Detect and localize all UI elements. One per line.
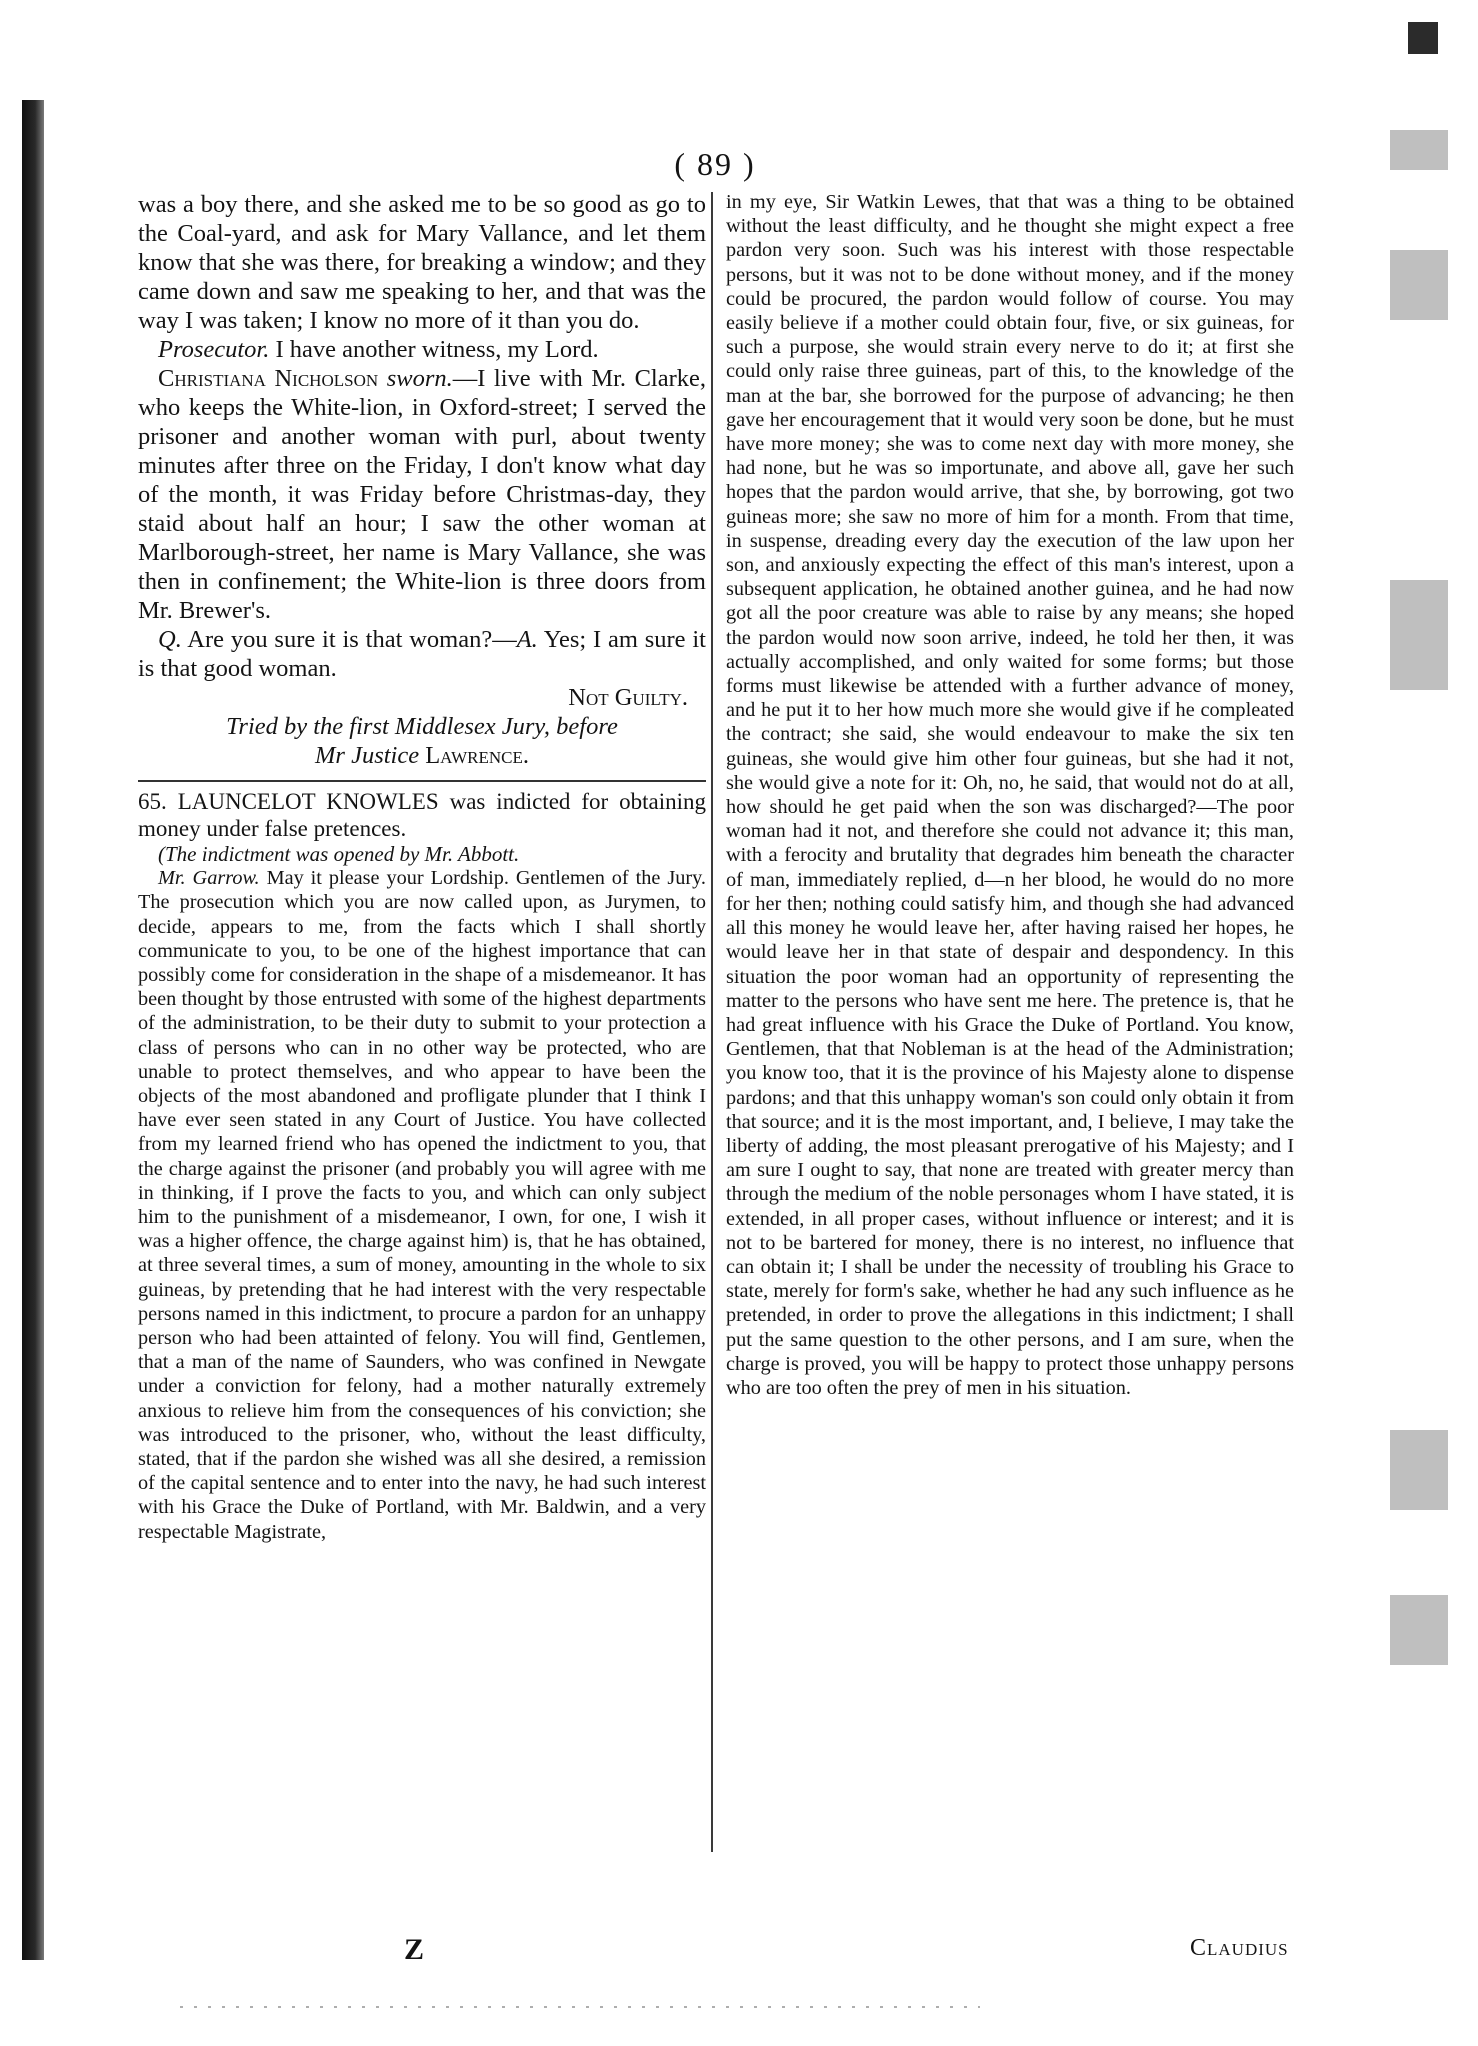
answer-label: A. [516, 626, 538, 653]
indictment-note: (The indictment was opened by Mr. Abbott. [158, 842, 520, 866]
case-heading: 65. LAUNCELOT KNOWLES was indicted for obtaining money under false pretences. [138, 789, 706, 841]
scan-margin-mark [1390, 580, 1448, 690]
verdict: Not Guilty. [568, 684, 688, 711]
prisoner-statement: was a boy there, and she asked me to be so good as go to the Coal-yard, and ask for Mary Vallance, and let them know that she was there, for breaking a window; and they came down and saw me speaking to her, and that was the way I was taken; I know no more of it than you do. [138, 191, 706, 334]
judge-name: Lawrence. [425, 742, 529, 769]
witness-sworn: sworn. [386, 365, 453, 392]
scan-noise [180, 2006, 980, 2008]
left-column [138, 190, 706, 1544]
scan-corner-mark [1408, 22, 1438, 54]
question-text: Are you sure it is that woman?— [187, 626, 517, 653]
witness-text: —I live with Mr. Clarke, who keeps the White-lion, in Oxford-street; I served the prisoner and another woman with purl, about twenty minutes after three on the Friday, I don't know what day of the month, it was Friday before Christmas-day, they staid about half an hour; I saw the other woman at Marlborough-street, her name is Mary Vallance, she was then in confinement; the White-lion is three doors from Mr. Brewer's. [138, 365, 707, 624]
witness-section [138, 190, 706, 770]
scan-margin-mark [1390, 130, 1448, 170]
case-divider [138, 780, 706, 782]
binding-edge [22, 100, 44, 1960]
witness-testimony [138, 364, 706, 625]
prosecutor-text: I have another witness, my Lord. [275, 336, 599, 363]
prosecutor-line [138, 335, 706, 364]
scan-margin-mark [1390, 250, 1448, 320]
signature-mark: Z [404, 1933, 425, 1966]
question-answer [138, 625, 706, 683]
right-column [726, 190, 1294, 1400]
counsel-label: Mr. Garrow. [158, 867, 260, 890]
counsel-speech-continued: in my eye, Sir Watkin Lewes, that that was a thing to be obtained without the least difficulty, and he thought she might expect a free pardon very soon. Such was his interest with those respectable persons, but it was not to be done without money, and if the money could be procured, the pardon would follow of course. You may easily believe if a mother could obtain four, five, or six guineas, for such a purpose, she would strain every nerve to do it; at first she could only raise three guineas, part of this, to the knowledge of the man at the bar, she borrowed for the purpose of advancing; he then gave her encouragement that it would very soon be done, but he must have more money; she was to come next day with more money, she had none, but he was so importunate, and above all, gave her such hopes that the pardon would arrive, that she, by borrowing, got two guineas more; she saw no more of him for a month. From that time, in suspense, dreading every day the execution of the law upon her son, and anxiously expecting the effect of this man's interest, upon a subsequent application, he obtained another guinea, and he had now got all the poor creature was able to raise by any means; she hoped the pardon would now soon arrive, indeed, he told her then, it was actually accomplished, and only waited for some forms; but those forms must likewise be attended with a further advance of money, and he put it to her how much more she would give if he compleated the contract; she said, she would endeavour to make the six ten guineas, she would give him other four guineas, but she had it not, she would give a note for it: Oh, no, he said, that would not do at all, how should he get paid when the son was discharged?—The poor woman had it not, and therefore she could not advance it; this man, with a ferocity and brutality that degrades him beneath the character of man, immediately replied, d—n her blood, he would do no more for her then; nothing could satisfy him, and though she had advanced all this money he would leave her, after having raised her hopes, he would leave her in that state of despair and despondency. In this situation the poor woman had an opportunity of representing the matter to the persons who have sent me here. The pretence is, that he had great influence with his Grace the Duke of Portland. You know, Gentlemen, that that Nobleman is at the head of the Administration; you know too, that it is the province of his Majesty alone to dispense pardons; and that this unhappy woman's son could only obtain it from that source; and it is the most important, and, I believe, I may take the liberty of adding, the most pleasant prerogative of his Majesty; and I am sure I ought to say, that none are treated with greater mercy than through the medium of the noble personages whom I have stated, it is extended, in all proper cases, without influence or interest; and it is not to be bartered for money, there is no interest, no influence that can obtain it; I shall be under the necessity of troubling his Grace to state, merely for form's sake, whether he had any such influence as he pretended, in order to prove the allegations in this indictment; I shall put the same question to the other persons, and I am sure, when the charge is proved, you will be happy to protect those unhappy persons who are too often the prey of men in his situation. [726, 191, 1294, 1399]
column-rule [711, 192, 713, 1852]
question-label: Q. [158, 626, 182, 653]
prosecutor-label: Prosecutor. [158, 336, 270, 363]
judge-title: Mr Justice [315, 742, 420, 769]
counsel-text: May it please your Lordship. Gentlemen of the Jury. The prosecution which you are now called upon, as Jurymen, to decide, appears to me, from the facts which I shall shortly communicate to you, to be one of the highest importance that can possibly come for consideration in the shape of a misdemeanor. It has been thought by those entrusted with some of the highest departments of the administration, to be their duty to submit to your protection a class of persons who can in no other way be protected, who are unable to protect themselves, and who appear to have been the objects of the most abandoned and profligate plunder that I think I have ever seen stated in any Court of Justice. You have collected from my learned friend who has opened the indictment to you, that the charge against the prisoner (and probably you will agree with me in thinking, if I prove the facts to you, and which can only subject him to the punishment of a misdemeanor, I own, for one, I wish it was a higher offence, the charge against him) is, that he has obtained, at three several times, a sum of money, amounting in the whole to six guineas, by pretending that he had interest with the very respectable persons named in this indictment, to procure a pardon for an unhappy person who had been attainted of felony. You will find, Gentlemen, that a man of the name of Saunders, who was confined in Newgate under a conviction for felony, had a mother naturally extremely anxious to relieve him from the consequences of his conviction; she was introduced to the prisoner, who, without the least difficulty, stated, that if the pardon she wished was all she desired, a remission of the capital sentence and to enter into the navy, he had such interest with his Grace the Duke of Portland, with Mr. Baldwin, and a very respectable Magistrate, [138, 867, 707, 1543]
jury-line: Tried by the first Middlesex Jury, before [226, 713, 618, 740]
answer-text: Yes; I am sure it is that good woman. [138, 626, 706, 682]
witness-name: Christiana Nicholson [158, 365, 379, 392]
page-number: ( 89 ) [674, 146, 756, 182]
scan-margin-mark [1390, 1430, 1448, 1510]
judge-line [138, 741, 706, 770]
counsel-speech [138, 866, 706, 1544]
scan-margin-mark [1390, 1595, 1448, 1665]
catchword: Claudius [1190, 1935, 1289, 1961]
